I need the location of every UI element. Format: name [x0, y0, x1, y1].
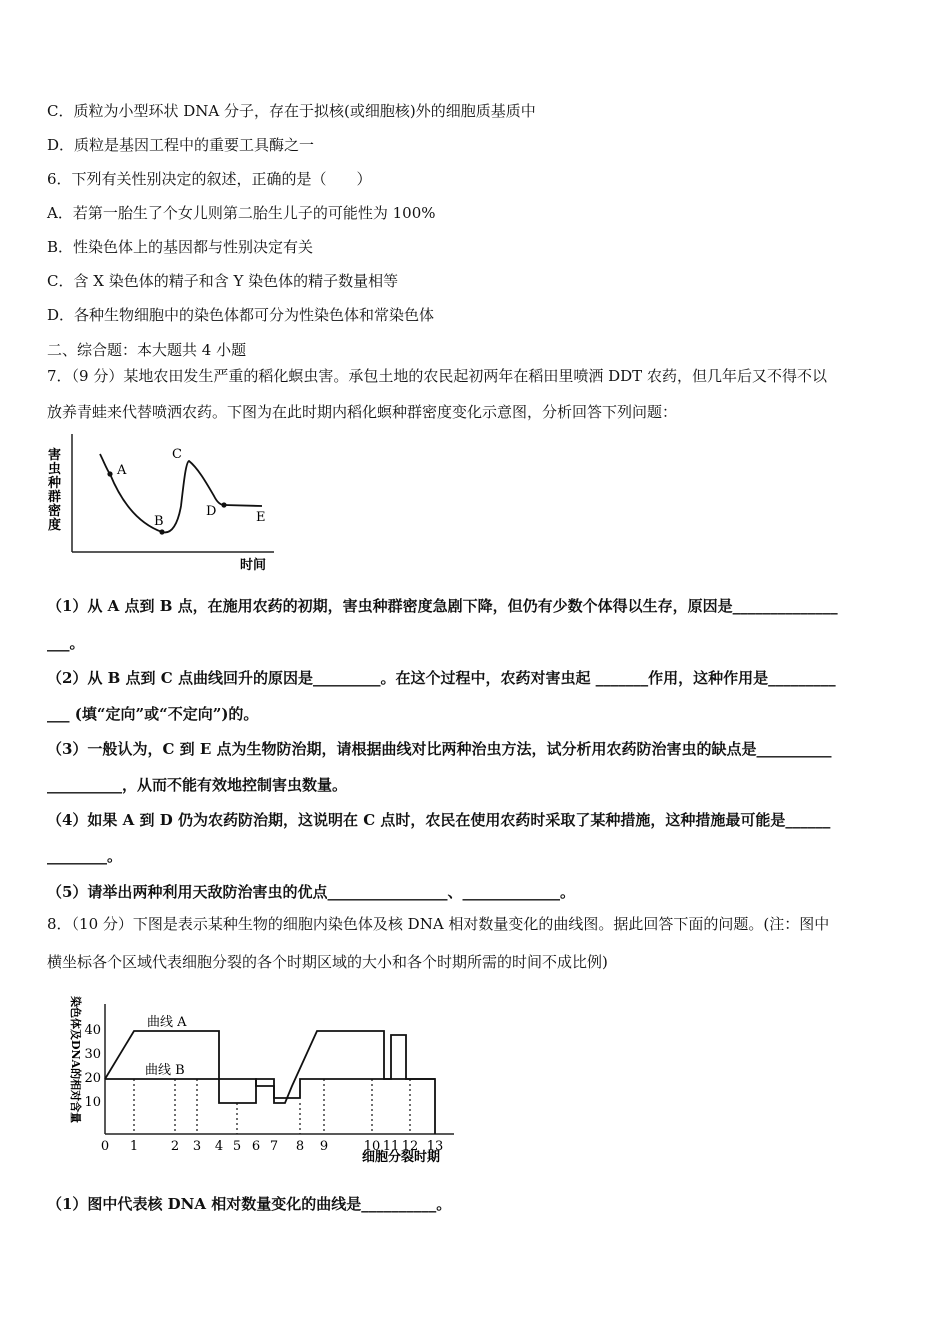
fig2-curve-a-label: 曲线 A	[147, 1015, 187, 1030]
fig1-point-d	[221, 502, 226, 507]
fig1-label-a: A	[117, 463, 127, 478]
q7-part3-line1: （3）一般认为，C 到 E 点为生物防治期，请根据曲线对比两种治虫方法，试分析用农药防治害虫的缺点是__________	[47, 740, 832, 758]
fig1-ylabel-char: 虫	[48, 462, 62, 477]
fig1-label-b: B	[154, 514, 164, 529]
fig2-curve-a	[105, 1031, 435, 1134]
fig2-curve-b-label: 曲线 B	[145, 1063, 185, 1078]
q7-part2-line1: （2）从 B 点到 C 点曲线回升的原因是_________。在这个过程中，农药对害虫起 _______作用，这种作用是_________	[47, 669, 836, 687]
q8-stem-line1: 8．（10 分）下图是表示某种生物的细胞内染色体及核 DNA 相对数量变化的曲线图。据此回答下面的问题。(注：图中	[47, 915, 830, 933]
fig1-ylabel-char: 密	[48, 504, 62, 519]
q6-option-a: A．若第一胎生了个女儿则第二胎生儿子的可能性为 100%	[47, 204, 436, 222]
fig1-ylabel	[47, 447, 62, 533]
q7-part2-line2: ___ (填“定向”或“不定向”)的。	[47, 705, 259, 723]
q5-option-d: D．质粒是基因工程中的重要工具酶之一	[47, 136, 315, 154]
q7-part1-line1: （1）从 A 点到 B 点，在施用农药的初期，害虫种群密度急剧下降，但仍有少数个体得以生存，原因是______________	[47, 597, 838, 615]
fig1-label-e: E	[256, 510, 266, 525]
fig2-ytick: 10	[84, 1095, 101, 1110]
fig2-xtick: 6	[251, 1139, 261, 1154]
fig1-point-a	[107, 471, 112, 476]
q8-stem-line2: 横坐标各个区域代表细胞分裂的各个时期区域的大小和各个时期所需的时间不成比例)	[47, 953, 608, 971]
fig1-ylabel-char: 群	[48, 490, 62, 505]
q7-part4-line1: （4）如果 A 到 D 仍为农药防治期，这说明在 C 点时，农民在使用农药时采取了某种措施，这种措施最可能是______	[47, 811, 831, 829]
fig2-xlabel: 细胞分裂时期	[362, 1150, 441, 1165]
fig2-xtick: 4	[214, 1139, 224, 1154]
q7-stem-line1: 7．（9 分）某地农田发生严重的稻化螟虫害。承包土地的农民起初两年在稻田里喷洒 DDT 农药，但几年后又不得不以	[47, 367, 827, 385]
pest-density-figure	[44, 428, 284, 574]
fig2-xtick: 12	[401, 1139, 419, 1154]
fig2-ytick: 20	[84, 1071, 101, 1086]
fig1-ylabel-char: 害	[48, 448, 62, 463]
q7-stem-line2: 放养青蛙来代替喷洒农药。下图为在此时期内稻化螟种群密度变化示意图，分析回答下列问题：	[47, 403, 678, 421]
fig1-point-b	[159, 529, 164, 534]
q6-option-b: B．性染色体上的基因都与性别决定有关	[47, 238, 314, 256]
fig2-yticks	[84, 1023, 101, 1110]
fig2-xtick: 13	[426, 1139, 444, 1154]
fig2-xtick: 2	[170, 1139, 180, 1154]
section-heading: 二、综合题：本大题共 4 小题	[47, 341, 247, 359]
fig2-ylabel: 染色体及DNA的相对含量	[69, 996, 82, 1124]
fig2-ytick: 30	[84, 1047, 101, 1062]
q7-part4-line2: ________。	[47, 847, 123, 865]
fig2-xtick: 10	[363, 1139, 381, 1154]
fig2-xtick: 5	[232, 1139, 242, 1154]
fig2-xtick: 3	[192, 1139, 202, 1154]
q7-part5: （5）请举出两种利用天敌防治害虫的优点________________、_____________。	[47, 883, 575, 901]
fig1-label-c: C	[172, 447, 182, 462]
fig2-xtick: 1	[129, 1139, 139, 1154]
fig2-xtick: 0	[100, 1139, 110, 1154]
fig2-xtick: 11	[382, 1139, 400, 1154]
fig2-xtick: 9	[319, 1139, 329, 1154]
fig1-xlabel: 时间	[240, 558, 267, 573]
q6-option-d: D．各种生物细胞中的染色体都可分为性染色体和常染色体	[47, 306, 435, 324]
q7-part3-line2: __________，从而不能有效地控制害虫数量。	[47, 776, 348, 794]
fig2-ytick: 40	[84, 1023, 101, 1038]
q7-part1-line2: ___。	[47, 634, 85, 652]
fig1-ylabel-char: 度	[48, 518, 62, 533]
fig2-dotted-guides	[134, 1079, 410, 1134]
q6-stem: 6．下列有关性别决定的叙述，正确的是（ ）	[47, 170, 372, 188]
q8-part1: （1）图中代表核 DNA 相对数量变化的曲线是__________。	[47, 1195, 452, 1213]
cell-division-figure	[44, 990, 474, 1166]
fig1-ylabel-char: 种	[48, 476, 62, 491]
fig2-xtick: 8	[295, 1139, 305, 1154]
fig2-xtick: 7	[269, 1139, 279, 1154]
q5-option-c: C．质粒为小型环状 DNA 分子，存在于拟核(或细胞核)外的细胞质基质中	[47, 102, 536, 120]
q6-option-c: C．含 X 染色体的精子和含 Y 染色体的精子数量相等	[47, 272, 399, 290]
fig1-label-d: D	[206, 504, 217, 519]
